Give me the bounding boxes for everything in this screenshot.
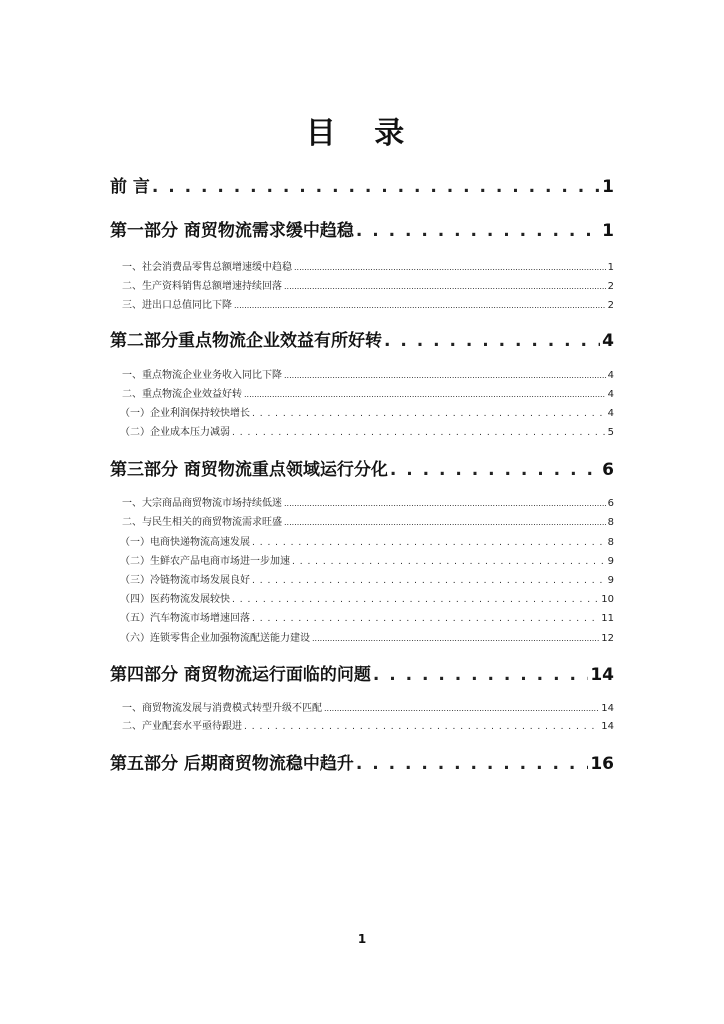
toc-page-number: 4: [607, 370, 614, 381]
dot-leader: [284, 370, 606, 381]
toc-label: 前 言: [110, 177, 150, 197]
toc-entry-part4[interactable]: [110, 660, 614, 685]
dot-leader: [152, 177, 600, 197]
toc-entry-part1-item2[interactable]: [122, 277, 614, 292]
toc-label: 第四部分 商贸物流运行面临的问题: [110, 665, 371, 685]
dot-leader: [356, 754, 588, 774]
toc-entry-part3-item2[interactable]: [122, 513, 614, 528]
toc-page-number: 9: [607, 556, 614, 567]
dot-leader: [284, 498, 606, 509]
footer-page-number: 1: [357, 932, 367, 946]
toc-entry-part1[interactable]: [110, 216, 614, 241]
toc-page-number: 14: [590, 665, 614, 685]
toc-label: （二）企业成本压力减弱: [120, 427, 230, 438]
toc-entry-part1-item1[interactable]: [122, 258, 614, 273]
page-title: 目 录: [305, 116, 419, 151]
dot-leader: [284, 281, 606, 292]
toc-entry-part3-item5[interactable]: [120, 571, 614, 586]
dot-leader: [244, 721, 599, 732]
toc-entry-part3-item8[interactable]: [120, 629, 614, 644]
toc-page-number: 1: [607, 262, 614, 273]
toc-label: 一、重点物流企业业务收入同比下降: [122, 370, 282, 381]
toc-page-number: 16: [590, 754, 614, 774]
toc-label: 二、与民生相关的商贸物流需求旺盛: [122, 517, 282, 528]
dot-leader: [232, 427, 606, 438]
toc-page-number: 11: [601, 613, 614, 624]
toc-label: （一）电商快递物流高速发展: [120, 537, 250, 548]
toc-label: （五）汽车物流市场增速回落: [120, 613, 250, 624]
toc-entry-part3-item7[interactable]: [120, 609, 614, 624]
dot-leader: [252, 537, 606, 548]
dot-leader: [252, 575, 606, 586]
toc-page-number: 2: [607, 281, 614, 292]
dot-leader: [356, 221, 600, 241]
toc-entry-part3-item4[interactable]: [120, 552, 614, 567]
toc-page-number: 1: [602, 177, 614, 197]
toc-page-number: 2: [607, 300, 614, 311]
toc-entry-part3-item1[interactable]: [122, 494, 614, 509]
toc-label: （四）医药物流发展较快: [120, 594, 230, 605]
toc-label: 二、重点物流企业效益好转: [122, 389, 242, 400]
toc-label: 一、商贸物流发展与消费模式转型升级不匹配: [122, 703, 322, 714]
toc-label: 第二部分重点物流企业效益有所好转: [110, 331, 382, 351]
toc-page-number: 6: [602, 460, 614, 480]
dot-leader: [252, 408, 606, 419]
dot-leader: [232, 594, 599, 605]
toc-entry-part1-item3[interactable]: [122, 296, 614, 311]
dot-leader: [324, 703, 599, 714]
toc-page-number: 8: [607, 537, 614, 548]
toc-label: 一、大宗商品商贸物流市场持续低迷: [122, 498, 282, 509]
toc-entry-part2-item2[interactable]: [122, 385, 614, 400]
toc-page-number: 10: [601, 594, 614, 605]
toc-label: 二、产业配套水平亟待跟进: [122, 721, 242, 732]
toc-page-number: 1: [602, 221, 614, 241]
toc-entry-part2-item1[interactable]: [122, 366, 614, 381]
toc-page-number: 14: [601, 721, 614, 732]
toc-page-number: 4: [602, 331, 614, 351]
dot-leader: [390, 460, 600, 480]
toc-label: 第五部分 后期商贸物流稳中趋升: [110, 754, 354, 774]
toc-entry-part2-item3[interactable]: [120, 404, 614, 419]
toc-entry-part2-item4[interactable]: [120, 423, 614, 438]
dot-leader: [284, 517, 606, 528]
toc-page-number: 9: [607, 575, 614, 586]
dot-leader: [384, 331, 600, 351]
toc-label: 二、生产资料销售总额增速持续回落: [122, 281, 282, 292]
toc-label: （一）企业利润保持较快增长: [120, 408, 250, 419]
toc-entry-part3-item6[interactable]: [120, 590, 614, 605]
toc-page-number: 4: [607, 408, 614, 419]
toc-label: （二）生鲜农产品电商市场进一步加速: [120, 556, 290, 567]
dot-leader: [244, 389, 606, 400]
toc-entry-part3-item3[interactable]: [120, 533, 614, 548]
toc-label: 三、进出口总值同比下降: [122, 300, 232, 311]
toc-entry-preface[interactable]: [110, 172, 614, 197]
toc-page-number: 8: [607, 517, 614, 528]
dot-leader: [234, 300, 606, 311]
dot-leader: [252, 613, 599, 624]
toc-entry-part4-item2[interactable]: [122, 717, 614, 732]
toc-label: 第一部分 商贸物流需求缓中趋稳: [110, 221, 354, 241]
toc-entry-part4-item1[interactable]: [122, 699, 614, 714]
toc-label: （三）冷链物流市场发展良好: [120, 575, 250, 586]
toc-page-number: 12: [601, 633, 614, 644]
toc-page-number: 4: [607, 389, 614, 400]
dot-leader: [312, 633, 599, 644]
toc-page-number: 5: [607, 427, 614, 438]
toc-page-number: 14: [601, 703, 614, 714]
toc-label: 第三部分 商贸物流重点领域运行分化: [110, 460, 388, 480]
toc-entry-part2[interactable]: [110, 326, 614, 351]
dot-leader: [294, 262, 606, 273]
dot-leader: [292, 556, 606, 567]
toc-entry-part3[interactable]: [110, 455, 614, 480]
toc-label: 一、社会消费品零售总额增速缓中趋稳: [122, 262, 292, 273]
toc-label: （六）连锁零售企业加强物流配送能力建设: [120, 633, 310, 644]
toc-entry-part5[interactable]: [110, 749, 614, 774]
toc-page-number: 6: [607, 498, 614, 509]
dot-leader: [373, 665, 588, 685]
